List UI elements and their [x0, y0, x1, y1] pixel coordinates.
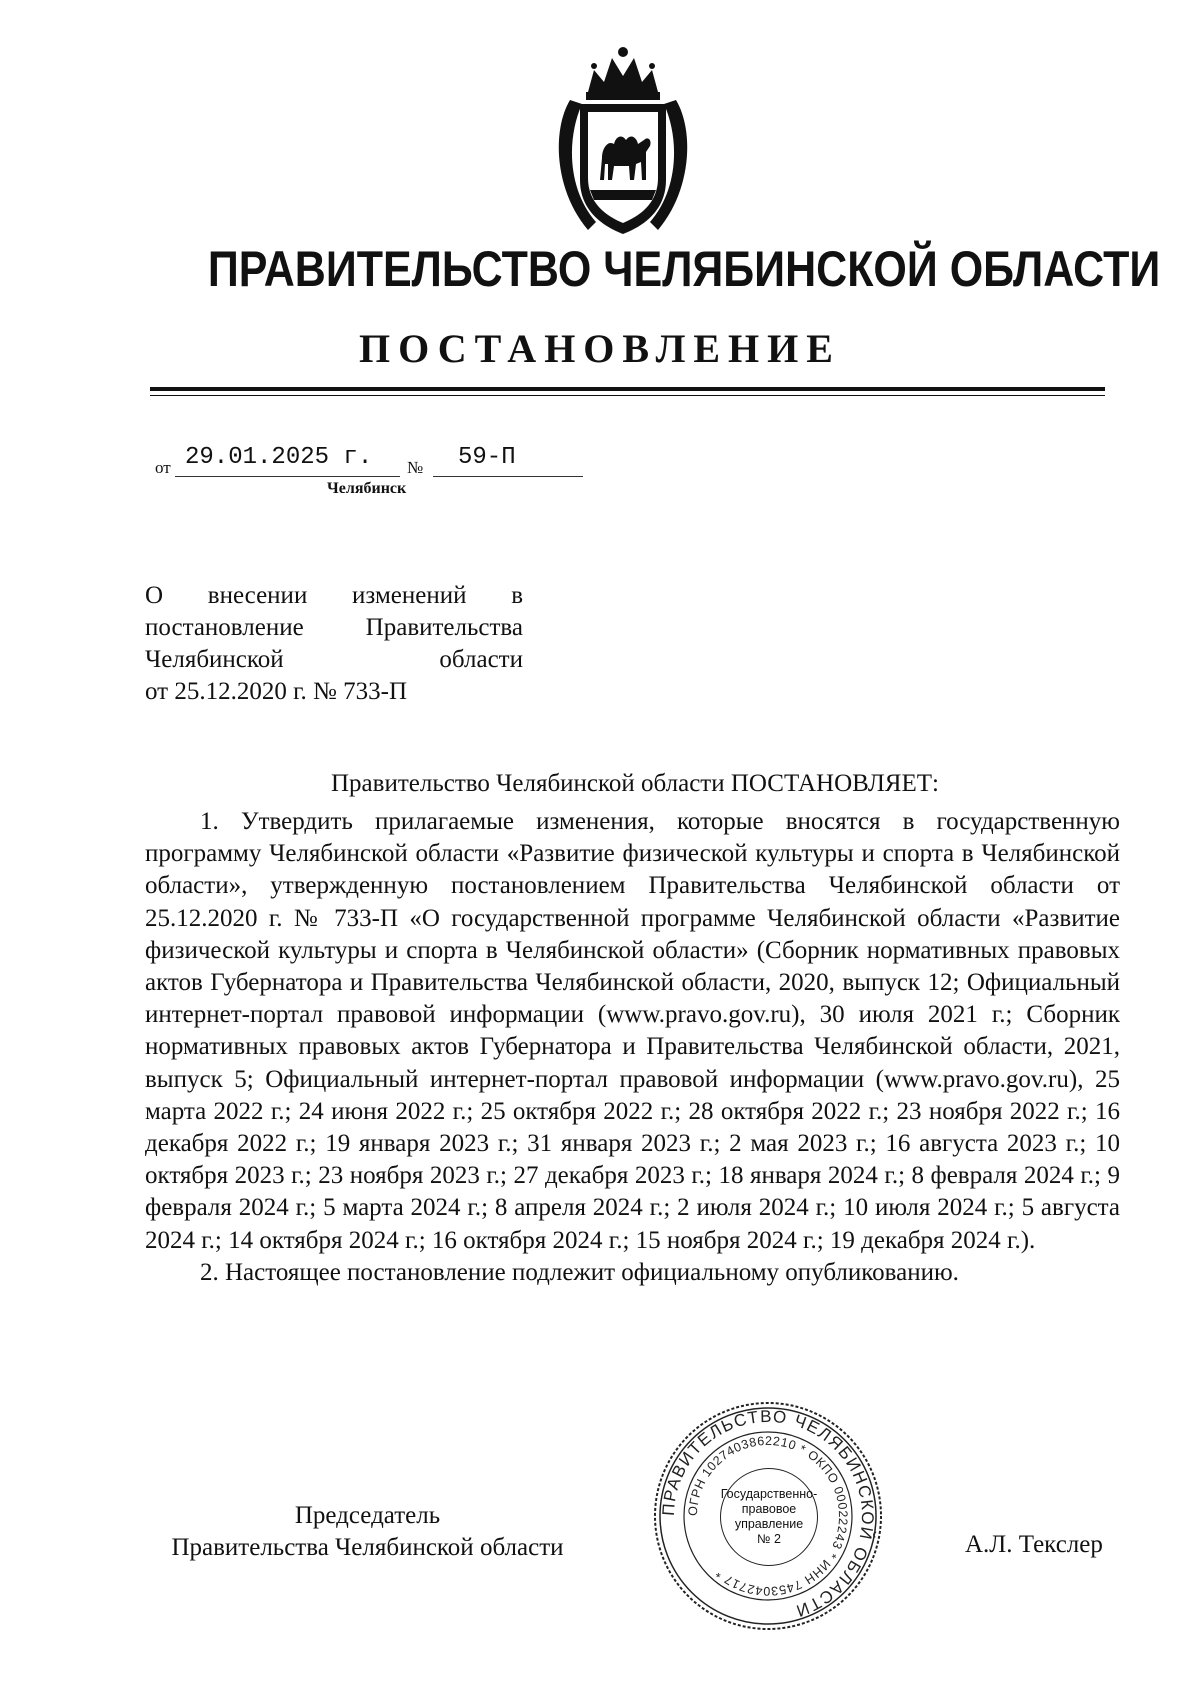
city-label: Челябинск: [327, 480, 407, 497]
coat-of-arms-emblem: [548, 40, 698, 240]
item-2: 2. Настоящее постановление подлежит официальному опубликованию.: [200, 1258, 959, 1286]
stamp-outer-text: ПРАВИТЕЛЬСТВО ЧЕЛЯБИНСКОЙ ОБЛАСТИ: [658, 1406, 878, 1621]
number-underline: [433, 476, 583, 477]
stamp-inner-line-4: № 2: [757, 1532, 781, 1546]
date-underline: [175, 476, 400, 477]
date-prefix: от: [155, 458, 171, 477]
official-stamp: [652, 1400, 884, 1632]
document-number: 59-П: [458, 444, 516, 471]
signatory-position-line-2: Правительства Челябинской области: [171, 1534, 564, 1561]
signatory-position: [145, 1500, 590, 1564]
number-prefix: №: [407, 458, 424, 477]
subject-line-3: Челябинской области: [145, 646, 523, 673]
stamp-inner-line-3: управление: [734, 1517, 804, 1531]
preamble: Правительство Челябинской области ПОСТАНОВЛЯЕТ:: [331, 770, 939, 797]
stamp-inner-line-2: правовое: [741, 1502, 797, 1516]
registration-line: [155, 440, 585, 480]
subject-line-2: постановление Правительства: [145, 614, 523, 641]
header-rule-thick: [150, 387, 1105, 391]
document-type-title: ПОСТАНОВЛЕНИЕ: [359, 326, 841, 371]
stamp-center: [720, 1468, 818, 1566]
stamp-middle-text: ОГРН 1027403862210 * ОКПО 00022243 * ИНН 7453042717 *: [685, 1433, 851, 1599]
item-1: 1. Утвердить прилагаемые изменения, которые вносятся в государственную программу Челябинской области «Развитие физической культуры и спорта в Челябинской области», утвержденную постановлением Правительства Челябинской области от 25.12.2020 г. № 733-П «О государственной программе Челябинской области «Развитие физической культуры и спорта в Челябинской области» (Сборник нормативных правовых актов Губернатора и Правительства Челябинской области, 2020, выпуск 12; Официальный интернет-портал правовой информации (www.pravo.gov.ru), 30 июля 2021 г.; Сборник нормативных правовых актов Губернатора и Правительства Челябинской области, 2021, выпуск 5; Официальный интернет-портал правовой информации (www.pravo.gov.ru), 25 марта 2022 г.; 24 июня 2022 г.; 25 октября 2022 г.; 28 октября 2022 г.; 23 ноября 2022 г.; 16 декабря 2022 г.; 19 января 2023 г.; 31 января 2023 г.; 2 мая 2023 г.; 16 августа 2023 г.; 10 октября 2023 г.; 23 ноября 2023 г.; 27 декабря 2023 г.; 18 января 2024 г.; 8 февраля 2024 г.; 9 февраля 2024 г.; 5 марта 2024 г.; 8 апреля 2024 г.; 2 июля 2024 г.; 10 июля 2024 г.; 5 августа 2024 г.; 14 октября 2024 г.; 16 октября 2024 г.; 15 ноября 2024 г.; 19 декабря 2024 г.).: [145, 808, 1120, 1254]
organization-title: ПРАВИТЕЛЬСТВО ЧЕЛЯБИНСКОЙ ОБЛАСТИ: [207, 241, 1161, 297]
document-body: [145, 806, 1120, 1289]
document-subject: [145, 580, 523, 708]
stamp-inner-line-1: Государственно-: [720, 1487, 818, 1501]
header-rule-thin: [150, 395, 1105, 396]
document-date: 29.01.2025 г.: [185, 444, 373, 471]
subject-line-1: О внесении изменений в: [145, 582, 524, 609]
signatory-name: А.Л. Текслер: [965, 1531, 1103, 1558]
subject-line-4: от 25.12.2020 г. № 733-П: [145, 678, 408, 705]
signatory-position-line-1: Председатель: [294, 1502, 441, 1529]
